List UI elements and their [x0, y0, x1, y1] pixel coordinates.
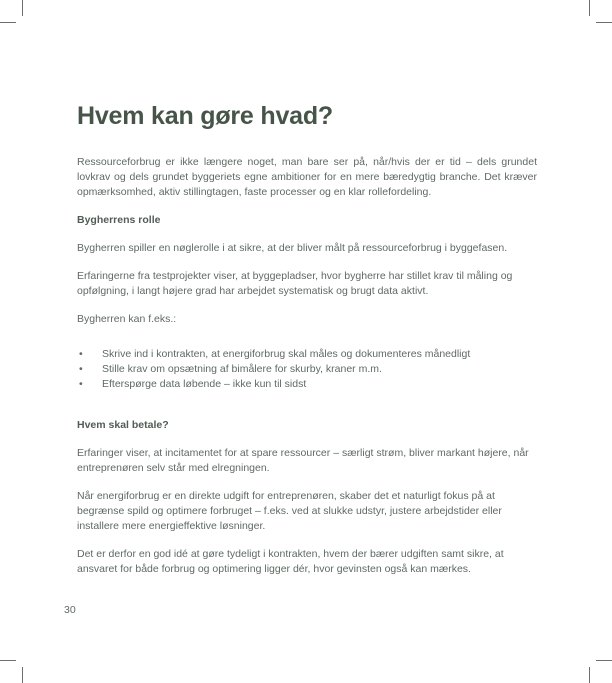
- section-bygherrens-rolle: [77, 213, 537, 392]
- page-title: Hvem kan gøre hvad?: [77, 102, 334, 130]
- section-hvem-skal-betale: [77, 418, 537, 577]
- section-heading: Bygherrens rolle: [77, 214, 161, 226]
- bullet-icon: •: [79, 363, 83, 375]
- intro-paragraph: Ressourceforbrug er ikke længere noget, man bare ser på, når/hvis der er tid – dels grundet lovkrav og dels grundet byggeriets egne ambitioner for en mere bæredygtig branche. Det kræver opmærksomhed, aktiv stillingtagen, faste processer og en klar rollefordeling.: [77, 156, 537, 198]
- bullet-list: [77, 347, 537, 392]
- crop-mark-bottom-right-horizontal: [596, 660, 612, 661]
- crop-mark-bottom-left-horizontal: [0, 660, 16, 661]
- body-paragraph: Erfaringerne fra testprojekter viser, at byggepladser, hvor bygherre har stillet krav til måling og opfølgning, i langt højere grad har arbejdet systematisk og brugt data aktivt.: [77, 270, 513, 297]
- crop-mark-top-left-vertical: [22, 0, 23, 16]
- body-paragraph: Erfaringer viser, at incitamentet for at spare ressourcer – særligt strøm, bliver markant højere, når entreprenøren selv står med elregningen.: [77, 447, 529, 474]
- crop-mark-top-right-horizontal: [596, 22, 612, 23]
- body-paragraph: Når energiforbrug er en direkte udgift for entreprenøren, skaber det et naturligt fokus på at begrænse spild og optimere forbruget – f.eks. ved at slukke udstyr, justere arbejdstider eller installere mere energieffektive løsninger.: [77, 490, 502, 532]
- list-item-text: Stille krav om opsætning af bimålere for skurby, kraner m.m.: [102, 363, 382, 375]
- page-number: 30: [64, 604, 76, 616]
- list-item: [77, 347, 537, 362]
- body-paragraph: Bygherren spiller en nøglerolle i at sikre, at der bliver målt på ressourceforbrug i byggefasen.: [77, 242, 508, 254]
- body-paragraph: Det er derfor en god idé at gøre tydeligt i kontrakten, hvem der bærer udgiften samt sikre, at ansvaret for både forbrug og optimering ligger dér, hvor gevinsten også kan mærkes.: [77, 548, 504, 575]
- section-heading: Hvem skal betale?: [77, 419, 169, 431]
- bullet-icon: •: [79, 378, 83, 390]
- bullet-icon: •: [79, 348, 83, 360]
- crop-mark-top-left-horizontal: [0, 22, 16, 23]
- list-item-text: Efterspørge data løbende – ikke kun til sidst: [102, 378, 307, 390]
- page-content: [77, 101, 537, 590]
- list-item: [77, 377, 537, 392]
- crop-mark-top-right-vertical: [589, 0, 590, 16]
- list-lead-paragraph: Bygherren kan f.eks.:: [77, 313, 177, 325]
- list-item: [77, 362, 537, 377]
- crop-mark-bottom-left-vertical: [22, 667, 23, 683]
- list-item-text: Skrive ind i kontrakten, at energiforbrug skal måles og dokumenteres månedligt: [102, 348, 471, 360]
- crop-mark-bottom-right-vertical: [589, 667, 590, 683]
